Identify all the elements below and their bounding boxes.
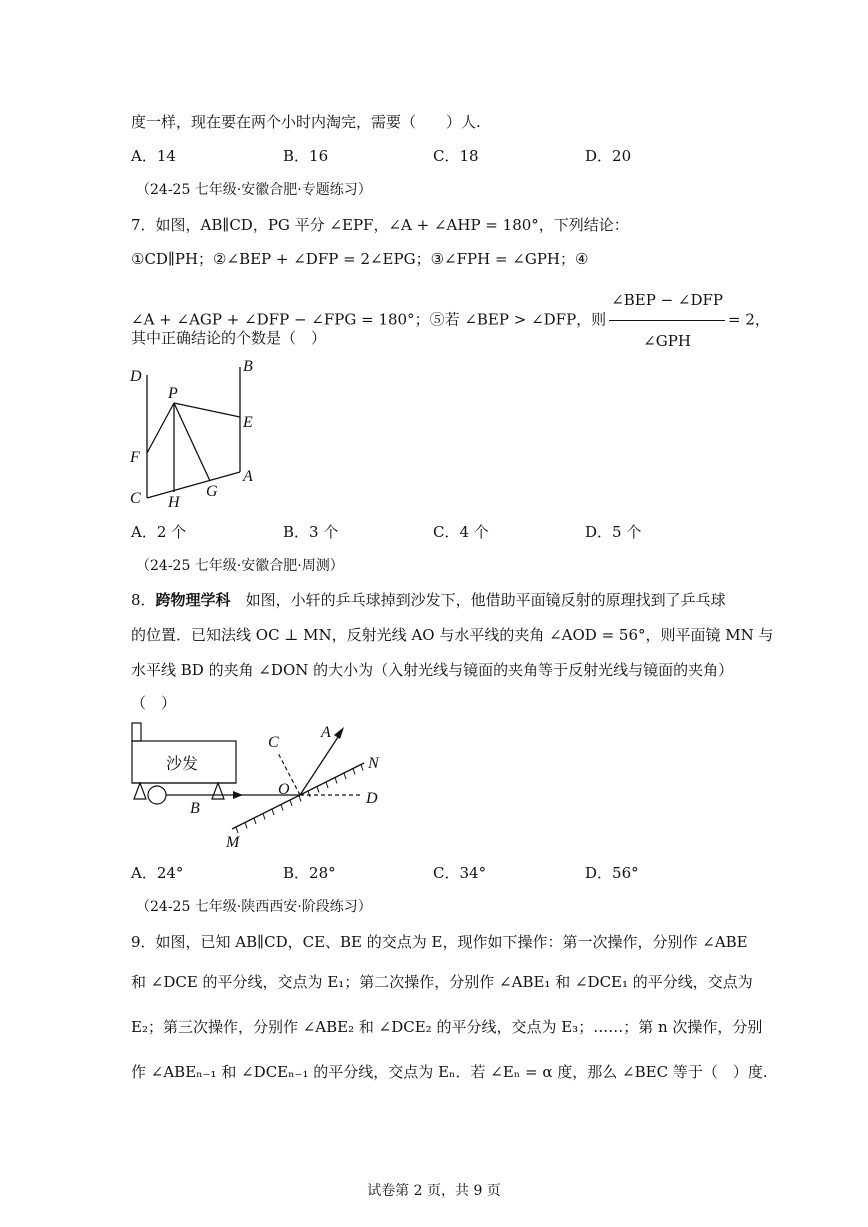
q8-stem-line-3: 水平线 BD 的夹角 ∠DON 的大小为（入射光线与镜面的夹角等于反射光线与镜面的夹角）	[131, 661, 734, 679]
q6-option-d: D．20	[585, 147, 632, 165]
q7-figure	[120, 355, 270, 515]
q8-label-d: D	[366, 790, 378, 807]
q7-stem: 7．如图，AB∥CD，PG 平分 ∠EPF，∠A + ∠AHP = 180°，下列结论：	[131, 216, 629, 234]
q7-label-e: E	[243, 414, 253, 431]
q9-stem-line-4: 作 ∠ABEₙ₋₁ 和 ∠DCEₙ₋₁ 的平分线，交点为 Eₙ．若 ∠Eₙ = α 度，那么 ∠BEC 等于（ ）度.	[131, 1063, 768, 1081]
q7-fraction-denominator: ∠GPH	[643, 332, 691, 350]
q7-label-g: G	[206, 483, 218, 500]
q8-label-o: O	[278, 781, 290, 798]
q7-label-c: C	[130, 490, 141, 507]
q8-source: （24-25 七年级·安徽合肥·周测）	[136, 558, 344, 574]
q8-stem-line-2: 的位置．已知法线 OC ⊥ MN，反射光线 AO 与水平线的夹角 ∠AOD = 56°，则平面镜 MN 与	[131, 626, 774, 644]
q8-sofa-label: 沙发	[166, 754, 199, 773]
q7-option-a: A．2 个	[131, 523, 187, 541]
q8-option-c: C．34°	[433, 864, 487, 882]
q6-option-a: A．14	[131, 147, 176, 165]
q8-cross-subject-tag: 跨物理学科	[155, 591, 231, 609]
q6-option-b: B．16	[283, 147, 329, 165]
q7-fraction	[609, 281, 725, 360]
q8-number: 8．	[131, 591, 156, 609]
q7-option-d: D．5 个	[585, 523, 642, 541]
q7-conclusions-line-1: ①CD∥PH；②∠BEP + ∠DFP = 2∠EPG；③∠FPH = ∠GPH；④	[131, 250, 589, 268]
q7-option-c: C．4 个	[433, 523, 489, 541]
q7-fraction-result: = 2，	[728, 310, 770, 329]
q7-label-b: B	[243, 358, 253, 375]
q8-answer-blank: （ ）	[131, 694, 177, 712]
q9-stem-line-1: 9．如图，已知 AB∥CD，CE、BE 的交点为 E，现作如下操作：第一次操作，分别作 ∠ABE	[131, 933, 748, 951]
q7-label-f: F	[130, 449, 140, 466]
q8-label-a: A	[321, 724, 331, 741]
q7-label-p: P	[168, 385, 178, 402]
q7-conclusions-line-2	[131, 281, 770, 360]
q7-label-h: H	[168, 494, 180, 511]
q8-option-a: A．24°	[131, 864, 184, 882]
q9-source: （24-25 七年级·陕西西安·阶段练习）	[136, 899, 372, 915]
q8-label-m: M	[226, 834, 240, 851]
q8-label-c: C	[268, 734, 279, 751]
q6-stem-tail: 度一样，现在要在两个小时内淘完，需要（ ）人.	[131, 113, 481, 131]
q8-stem-line-1	[131, 590, 726, 610]
q7-label-a: A	[243, 468, 253, 485]
q8-option-b: B．28°	[283, 864, 336, 882]
q7-question: 其中正确结论的个数是（ ）	[131, 329, 327, 347]
q6-option-c: C．18	[433, 147, 479, 165]
page-footer: 试卷第 2 页，共 9 页	[367, 1183, 501, 1199]
q9-stem-line-2: 和 ∠DCE 的平分线，交点为 E₁；第二次操作，分别作 ∠ABE₁ 和 ∠DCE₁ 的平分线，交点为	[131, 973, 753, 991]
q7-source: （24-25 七年级·安徽合肥·专题练习）	[136, 182, 372, 198]
q7-option-b: B．3 个	[283, 523, 339, 541]
q9-stem-line-3: E₂；第三次操作，分别作 ∠ABE₂ 和 ∠DCE₂ 的平分线，交点为 E₃；……；第 n 次操作，分别	[131, 1018, 763, 1036]
q8-stem-text: 如图，小轩的乒乓球掉到沙发下，他借助平面镜反射的原理找到了乒乓球	[230, 591, 726, 609]
q8-label-b: B	[190, 800, 200, 817]
q7-conclusion-4-5: ∠A + ∠AGP + ∠DFP − ∠FPG = 180°；⑤若 ∠BEP > ∠DFP，则	[131, 310, 607, 329]
q8-option-d: D．56°	[585, 864, 639, 882]
q8-label-n: N	[368, 755, 379, 772]
q8-figure	[120, 713, 400, 858]
q7-fraction-numerator: ∠BEP − ∠DFP	[609, 281, 725, 321]
q7-label-d: D	[130, 368, 142, 385]
